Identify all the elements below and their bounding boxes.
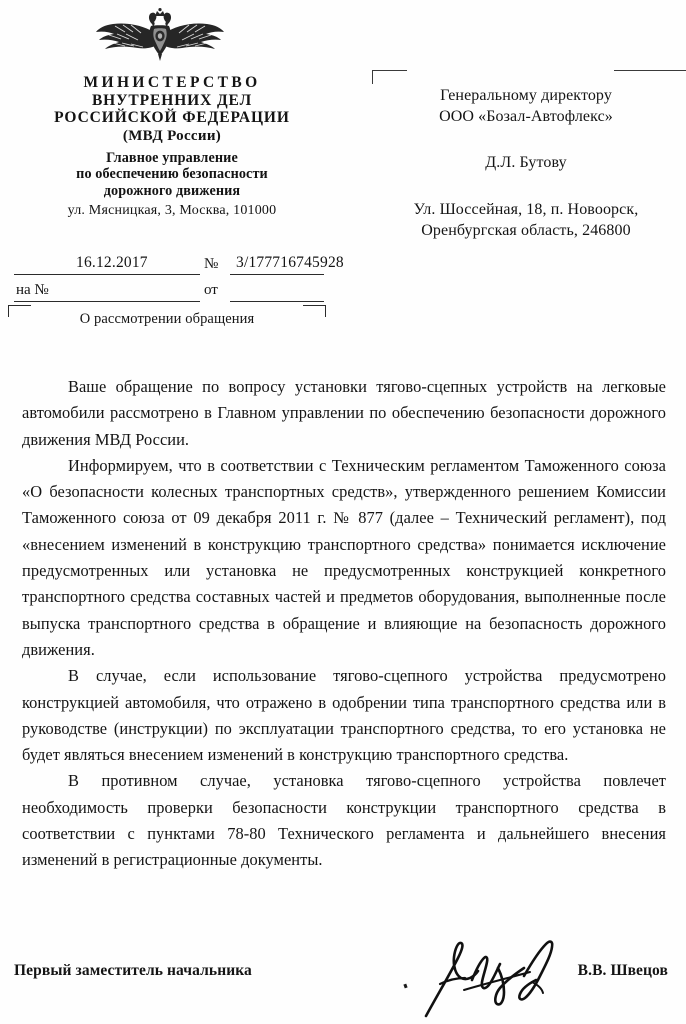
body-paragraph: В противном случае, установка тягово-сцепного устройства повлечет необходимость проверки безопасности конструкции транспортного средства в соответствии с пунктами 78-80 Технического регламента и дальнейшего внесения изменений в регистрационные документы. xyxy=(22,771,666,870)
addressee-position: Генеральному директору xyxy=(440,87,612,104)
ministry-line-2: ВНУТРЕННИХ ДЕЛ xyxy=(91,91,253,109)
body-paragraph: Ваше обращение по вопросу установки тягово-сцепных устройств на легковые автомобили рассмотрено в Главном управлении по обеспечению безопасности дорожного движения МВД России. xyxy=(22,377,666,449)
reference-row-incoming xyxy=(14,275,324,302)
from-date-label: от xyxy=(204,282,218,298)
addressee-rule-top-right xyxy=(614,70,686,71)
body-paragraph: Информируем, что в соответствии с Техническим регламентом Таможенного союза «О безопасности колесных транспортных средств», утвержденного решением Комиссии Таможенного союза от 09 декабря 2011 г. № 877 (далее – Технический регламент), под «внесением изменений в конструкцию транспортного средства» понимается исключение предусмотренных или установка не предусмотренных конструкцией конкретного транспортного средства составных частей и предметов оборудования, выполненные после выпуска транспортного средства в обращение и влияющие на безопасность дорожного движения. xyxy=(22,455,666,659)
stray-ink-dot xyxy=(403,984,407,989)
document-date: 16.12.2017 xyxy=(76,254,148,271)
subject-block xyxy=(8,305,326,331)
mvd-emblem-icon xyxy=(95,8,225,70)
department-line-1: Главное управление xyxy=(106,149,238,166)
body-paragraph: В случае, если использование тягово-сцепного устройства предусмотрено конструкцией автомобиля, что отражено в одобрении типа транспортного средства или в руководстве (инструкции) по эксплуатации транспортного средства, то его установка не будет являться внесением изменений в конструкцию транспортного средства. xyxy=(22,666,666,765)
signatory-title: Первый заместитель начальника xyxy=(14,962,252,979)
subject-text: О рассмотрении обращения xyxy=(79,311,255,327)
addressee-block xyxy=(372,68,680,241)
ministry-line-3: РОССИЙСКОЙ ФЕДЕРАЦИИ xyxy=(54,109,290,126)
letterhead-address: ул. Мясницкая, 3, Москва, 101000 xyxy=(67,203,277,218)
document-number: 3/177716745928 xyxy=(236,254,344,271)
addressee-person: Д.Л. Бутову xyxy=(485,154,567,171)
reply-to-rule xyxy=(14,301,200,302)
ministry-line-1: МИНИСТЕРСТВО xyxy=(83,74,261,91)
reference-block xyxy=(14,248,344,302)
reference-row-outgoing xyxy=(14,248,344,275)
addressee-address-line-1: Ул. Шоссейная, 18, п. Новоорск, xyxy=(413,201,639,218)
letter-body xyxy=(22,374,666,874)
signature-block xyxy=(14,962,674,1002)
number-symbol-label: № xyxy=(204,256,219,272)
addressee-address-line-2: Оренбургская область, 246800 xyxy=(421,222,631,239)
reply-to-label: на № xyxy=(16,282,49,298)
ministry-abbreviation: (МВД России) xyxy=(122,127,222,144)
addressee-corner-top-left xyxy=(372,70,407,84)
department-line-3: дорожного движения xyxy=(103,182,241,199)
from-date-rule xyxy=(230,301,324,302)
signatory-name: В.В. Швецов xyxy=(577,962,668,979)
letterhead xyxy=(12,74,332,221)
addressee-organization: ООО «Бозал-Автофлекс» xyxy=(439,108,613,125)
department-line-2: по обеспечению безопасности xyxy=(76,166,268,182)
signature-icon xyxy=(412,932,582,1020)
